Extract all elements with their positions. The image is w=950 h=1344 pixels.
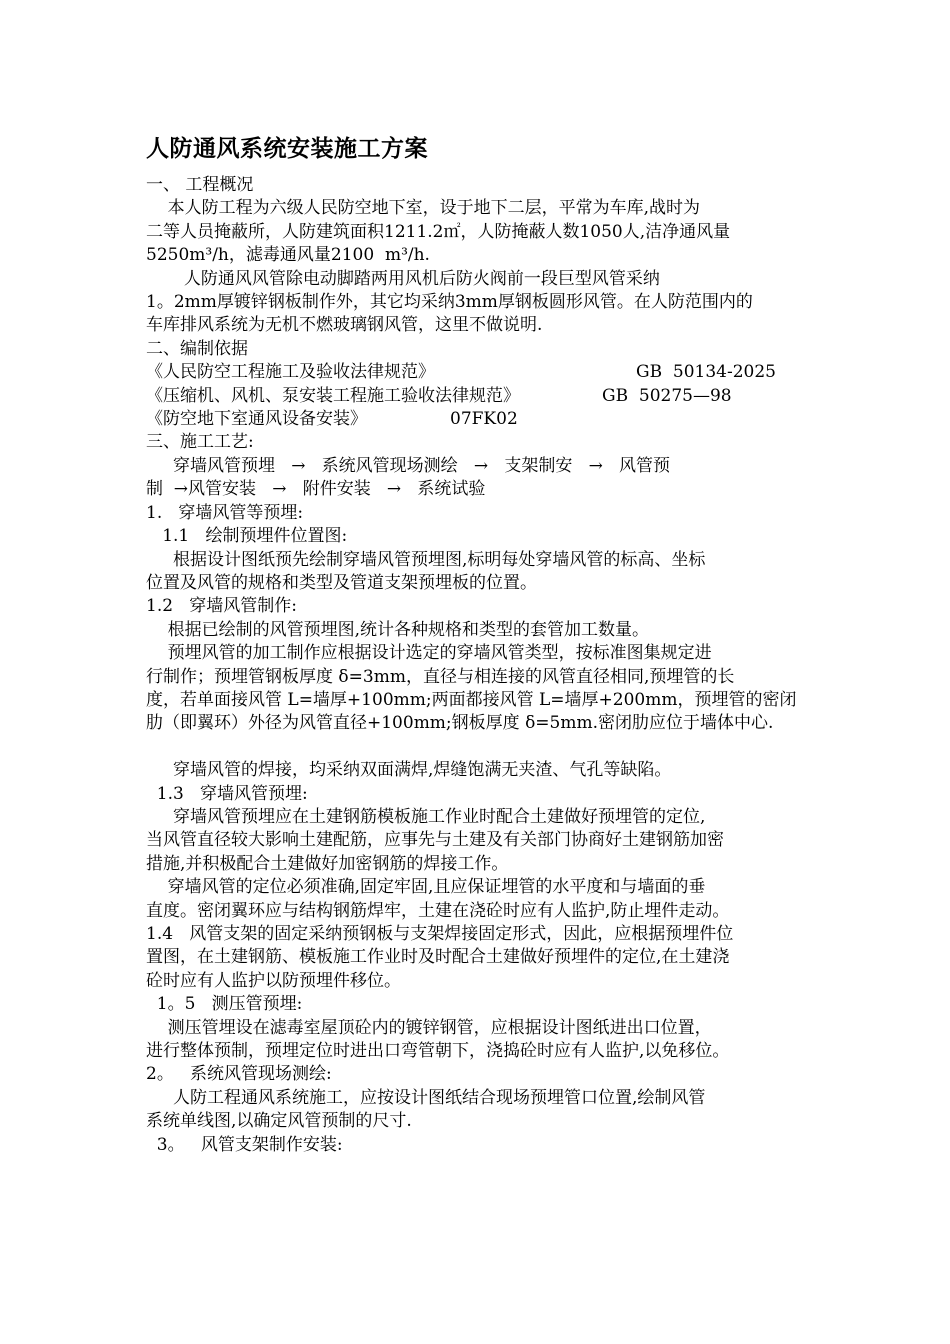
paragraph-line: 5250m³/h，滤毒通风量2100 m³/h.: [146, 245, 430, 266]
paragraph-line: 进行整体预制，预埋定位时进出口弯管朝下，浇捣砼时应有人监护,以免移位。: [146, 1041, 730, 1062]
reference-row: [146, 385, 810, 408]
reference-code: GB 50134-2025: [636, 362, 776, 383]
reference-name: 《人民防空工程施工及验收法律规范》: [146, 362, 435, 383]
paragraph-line: 根据已绘制的风管预埋图,统计各种规格和类型的套管加工数量。: [146, 619, 650, 640]
paragraph-line: 二等人员掩蔽所，人防建筑面积1211.2㎡，人防掩蔽人数1050人,洁净通风量: [146, 221, 731, 242]
paragraph-line: 位置及风管的规格和类型及管道支架预埋板的位置。: [146, 572, 537, 593]
paragraph-line: 人防通风风管除电动脚踏两用风机后防火阀前一段巨型风管采纳: [146, 268, 660, 289]
subsection-heading: 2。 系统风管现场测绘:: [146, 1064, 332, 1085]
paragraph-line: 穿墙风管的定位必须准确,固定牢固,且应保证埋管的水平度和与墙面的垂: [146, 877, 706, 898]
paragraph-line: 直度。密闭翼环应与结构钢筋焊牢，土建在浇砼时应有人监护,防止埋件走动。: [146, 900, 730, 921]
document-body: [146, 174, 810, 1157]
subsection-heading: 1. 穿墙风管等预埋:: [146, 502, 304, 523]
paragraph-line: 穿墙风管的焊接，均采纳双面满焊,焊缝饱满无夹渣、气孔等缺陷。: [146, 760, 672, 781]
paragraph-line: 车库排风系统为无机不燃玻璃钢风管，这里不做说明.: [146, 315, 543, 336]
paragraph-line: 度，若单面接风管 L=墙厚+100mm;两面都接风管 L=墙厚+200mm，预埋管的密闭: [146, 689, 797, 710]
paragraph-line: 1。2mm厚镀锌钢板制作外，其它均采纳3mm厚钢板圆形风管。在人防范围内的: [146, 292, 753, 313]
paragraph-line: 措施,并积极配合土建做好加密钢筋的焊接工作。: [146, 853, 509, 874]
subsection-heading: 1。5 测压管预埋:: [146, 994, 303, 1015]
paragraph-line: 行制作；预埋管钢板厚度 δ=3mm，直径与相连接的风管直径相同,预埋管的长: [146, 666, 735, 687]
reference-name: 《压缩机、风机、泵安装工程施工验收法律规范》: [146, 385, 520, 406]
reference-name: 《防空地下室通风设备安装》: [146, 409, 367, 430]
reference-code: GB 50275—98: [602, 385, 732, 406]
paragraph-line: 穿墙风管预埋应在土建钢筋模板施工作业时配合土建做好预埋管的定位,: [146, 806, 706, 827]
paragraph-line: 测压管埋设在滤毒室屋顶砼内的镀锌钢管，应根据设计图纸进出口位置，: [146, 1017, 712, 1038]
subsection-heading: 1.1 绘制预埋件位置图:: [146, 526, 348, 547]
paragraph-line: 根据设计图纸预先绘制穿墙风管预埋图,标明每处穿墙风管的标高、坐标: [146, 549, 706, 570]
paragraph-line: 人防工程通风系统施工，应按设计图纸结合现场预埋管口位置,绘制风管: [146, 1087, 706, 1108]
section-heading-basis: 二、编制依据: [146, 338, 248, 359]
reference-row: [146, 408, 810, 431]
process-flow-line: 制 →风管安装 → 附件安装 → 系统试验: [146, 479, 486, 500]
paragraph-line: 置图，在土建钢筋、模板施工作业时及时配合土建做好预埋件的定位,在土建浇: [146, 947, 730, 968]
section-heading-process: 三、施工工艺:: [146, 432, 254, 453]
paragraph-line: 预埋风管的加工制作应根据设计选定的穿墙风管类型，按标准图集规定进: [146, 643, 712, 664]
subsection-heading: 3。 风管支架制作安装:: [146, 1134, 343, 1155]
paragraph-line: 系统单线图,以确定风管预制的尺寸.: [146, 1111, 412, 1132]
document-title: 人防通风系统安装施工方案: [146, 136, 428, 162]
subsection-heading: 1.3 穿墙风管预埋:: [146, 783, 308, 804]
subsection-heading: 1.2 穿墙风管制作:: [146, 596, 297, 617]
paragraph-line: 肋（即翼环）外径为风管直径+100mm;钢板厚度 δ=5mm.密闭肋应位于墙体中心.: [146, 713, 774, 734]
paragraph-line: 1.4 风管支架的固定采纳预钢板与支架焊接固定形式，因此，应根据预埋件位: [146, 923, 734, 944]
blank-line: [146, 736, 810, 759]
paragraph-line: 砼时应有人监护以防预埋件移位。: [146, 970, 401, 991]
paragraph-line: 本人防工程为六级人民防空地下室，设于地下二层，平常为车库,战时为: [146, 198, 701, 219]
reference-row: [146, 361, 810, 384]
reference-code: 07FK02: [450, 409, 518, 430]
section-heading-overview: 一、 工程概况: [146, 175, 254, 195]
paragraph-line: 当风管直径较大影响土建配筋，应事先与土建及有关部门协商好土建钢筋加密: [146, 830, 724, 851]
process-flow-line: 穿墙风管预埋 → 系统风管现场测绘 → 支架制安 → 风管预: [146, 455, 671, 476]
